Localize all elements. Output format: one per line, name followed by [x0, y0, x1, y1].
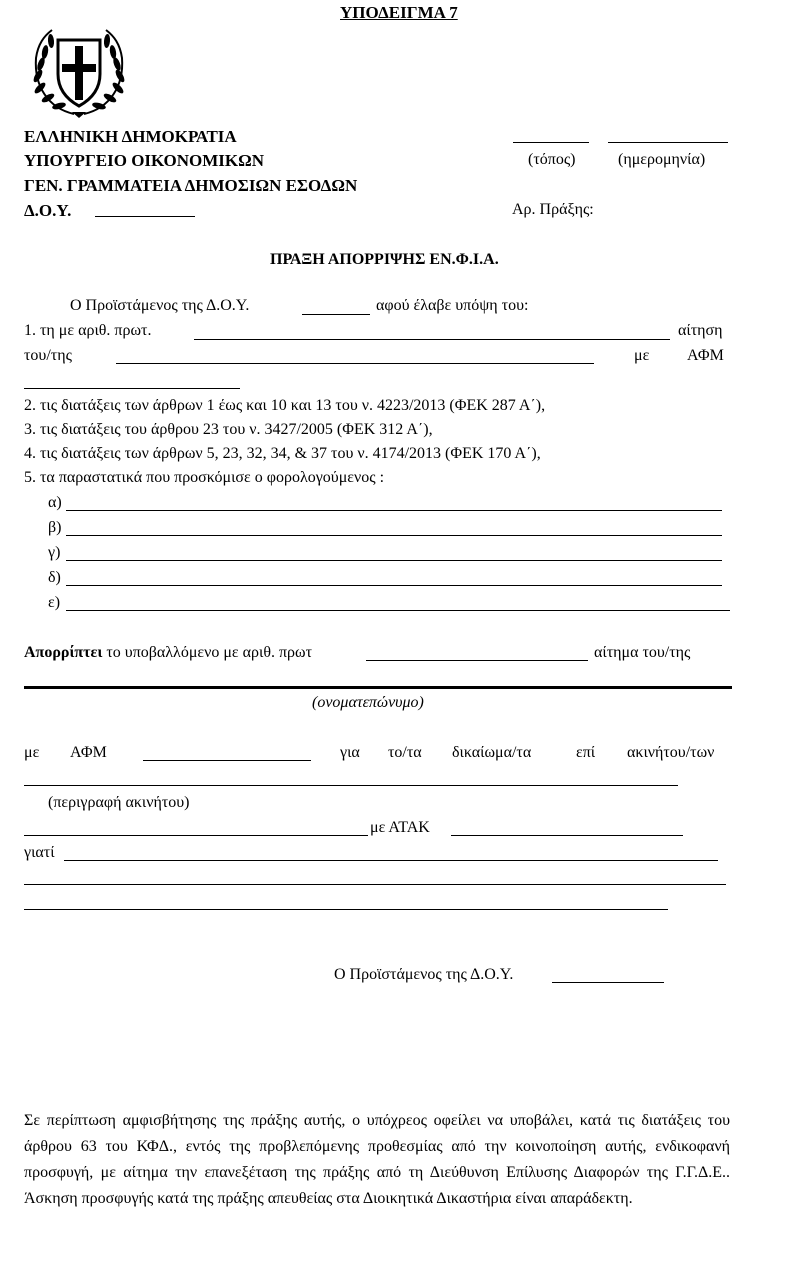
- afm-line-me: με: [24, 744, 40, 761]
- sub-item-e-field[interactable]: [66, 592, 730, 611]
- reject-end: αίτημα του/της: [594, 644, 691, 661]
- item-1-request: αίτηση: [678, 322, 723, 339]
- afm-field-2[interactable]: [143, 742, 311, 761]
- act-number-label: Αρ. Πράξης:: [512, 201, 594, 218]
- item-3-text: 3. τις διατάξεις του άρθρου 23 του ν. 3427/2005 (ΦΕΚ 312 Α΄),: [24, 421, 433, 438]
- sub-item-b-field[interactable]: [66, 517, 722, 536]
- doy-intro-field[interactable]: [302, 296, 370, 315]
- document-title: ΠΡΑΞΗ ΑΠΟΡΡΙΨΗΣ ΕΝ.Φ.Ι.Α.: [270, 251, 499, 268]
- signature-label: Ο Προϊστάμενος της Δ.Ο.Υ.: [334, 966, 514, 983]
- item-1-me: με: [634, 347, 650, 364]
- sub-item-a-label: α): [48, 494, 62, 511]
- item-1-of: του/της: [24, 347, 72, 364]
- coat-of-arms-emblem: [28, 24, 130, 120]
- sub-item-e-label: ε): [48, 594, 61, 611]
- place-caption: (τόπος): [528, 151, 576, 168]
- afm-line-to-ta: το/τα: [388, 744, 422, 761]
- authority-line-1: ΕΛΛΗΝΙΚΗ ΔΗΜΟΚΡΑΤΙΑ: [24, 127, 237, 146]
- because-field-3[interactable]: [24, 891, 668, 910]
- sub-item-c-label: γ): [48, 544, 61, 561]
- date-field[interactable]: [608, 124, 728, 143]
- reject-protocol-field[interactable]: [366, 642, 588, 661]
- afm-field-1[interactable]: [24, 370, 240, 389]
- intro-text-2: αφού έλαβε υπόψη του:: [376, 297, 529, 314]
- afm-line-epi: επί: [576, 744, 596, 761]
- sub-item-a-field[interactable]: [66, 492, 722, 511]
- doy-label: Δ.Ο.Υ.: [24, 201, 72, 220]
- authority-line-3: ΓΕΝ. ΓΡΑΜΜΑΤΕΙΑ ΔΗΜΟΣΙΩΝ ΕΣΟΔΩΝ: [24, 176, 358, 195]
- sub-item-b-label: β): [48, 519, 62, 536]
- property-field[interactable]: [24, 767, 678, 786]
- place-field[interactable]: [513, 124, 589, 143]
- property-description-field[interactable]: [24, 817, 368, 836]
- authority-line-2: ΥΠΟΥΡΓΕΙΟ ΟΙΚΟΝΟΜΙΚΩΝ: [24, 151, 265, 170]
- item-1-text: 1. τη με αριθ. πρωτ.: [24, 322, 152, 339]
- sub-item-d-field[interactable]: [66, 567, 722, 586]
- item-5-text: 5. τα παραστατικά που προσκόμισε ο φορολογούμενος :: [24, 469, 385, 486]
- because-label: γιατί: [24, 844, 55, 861]
- item-4-text: 4. τις διατάξεις των άρθρων 5, 23, 32, 34, & 37 του ν. 4174/2013 (ΦΕΚ 170 Α΄),: [24, 445, 541, 462]
- afm-line-gia: για: [340, 744, 360, 761]
- applicant-name-field[interactable]: [116, 345, 594, 364]
- name-field[interactable]: [24, 686, 732, 689]
- model-title: ΥΠΟΔΕΙΓΜΑ 7: [340, 3, 458, 22]
- sub-item-c-field[interactable]: [66, 542, 722, 561]
- because-field-2[interactable]: [24, 866, 726, 885]
- property-caption: (περιγραφή ακινήτου): [48, 794, 190, 811]
- afm-line-right: δικαίωμα/τα: [452, 744, 532, 761]
- date-caption: (ημερομηνία): [618, 151, 706, 168]
- atak-label: με ΑΤΑΚ: [370, 819, 430, 836]
- atak-field[interactable]: [451, 817, 683, 836]
- name-caption: (ονοματεπώνυμο): [312, 694, 424, 711]
- intro-text-1: Ο Προϊστάμενος της Δ.Ο.Υ.: [70, 297, 250, 314]
- reject-text: το υποβαλλόμενο με αριθ. πρωτ: [106, 644, 312, 661]
- item-1-afm: ΑΦΜ: [687, 347, 724, 364]
- reject-bold: Απορρίπτει: [24, 644, 103, 661]
- footer-note: Σε περίπτωση αμφισβήτησης της πράξης αυτής, ο υπόχρεος οφείλει να υποβάλει, κατά τις διατάξεις του άρθρου 63 του ΚΦΔ., εντός της προβλεπόμενης προθεσμίας από την κοινοποίηση αυτής, ενδικοφανή προσφυγή, με αίτημα την επανεξέταση της πράξης από τη Διεύθυνση Επίλυσης Διαφορών της Γ.Γ.Δ.Ε.. Άσκηση προσφυγής κατά της πράξης απευθείας στα Διοικητικά Δικαστήρια είναι απαράδεκτη.: [24, 1112, 730, 1207]
- afm-line-afm: ΑΦΜ: [70, 744, 107, 761]
- afm-line-property: ακινήτου/των: [627, 744, 715, 761]
- item-2-text: 2. τις διατάξεις των άρθρων 1 έως και 10 και 13 του ν. 4223/2013 (ΦΕΚ 287 Α΄),: [24, 397, 546, 414]
- sub-item-d-label: δ): [48, 569, 61, 586]
- protocol-number-field[interactable]: [194, 321, 670, 340]
- because-field-1[interactable]: [64, 842, 718, 861]
- reject-line: [24, 645, 312, 661]
- signature-field[interactable]: [552, 964, 664, 983]
- doy-field[interactable]: [95, 198, 195, 217]
